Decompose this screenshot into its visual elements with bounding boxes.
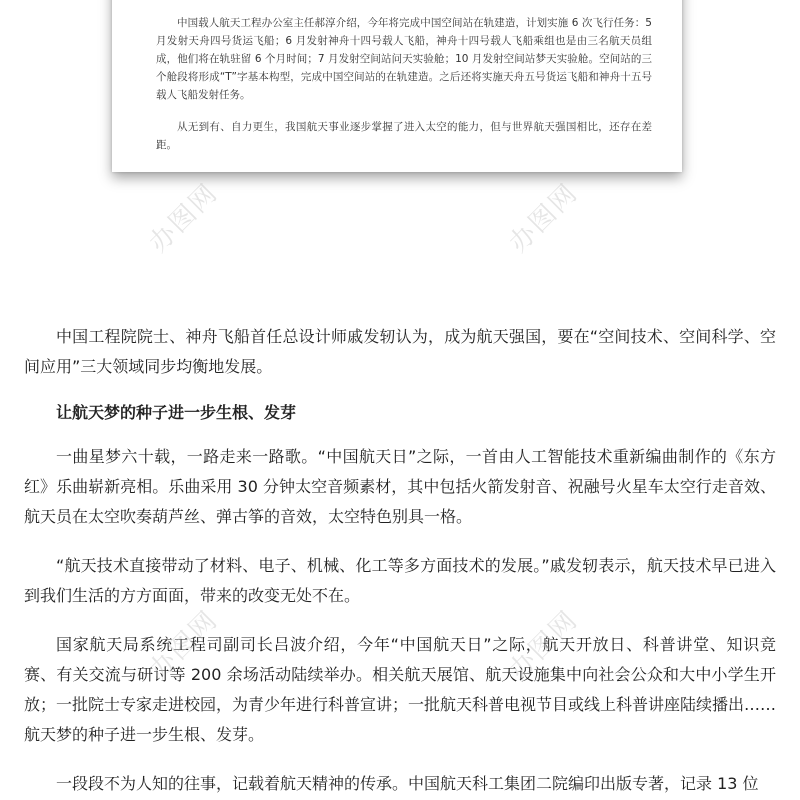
watermark: 办图网 — [143, 177, 225, 259]
article-paragraph: “航天技术直接带动了材料、电子、机械、化工等多方面技术的发展。”戚发轫表示，航天技术早已进入到我们生活的方方面面，带来的改变无处不在。 — [24, 556, 776, 605]
article-body — [24, 322, 776, 799]
article-paragraph: 一曲星梦六十载，一路走来一路歌。“中国航天日”之际，一首由人工智能技术重新编曲制作的《东方红》乐曲崭新亮相。乐曲采用 30 分钟太空音频素材，其中包括火箭发射音、祝融号火星车太空行走音效、航天员在太空吹奏葫芦丝、弹古筝的音效，太空特色别具一格。 — [24, 447, 776, 526]
embedded-document-image — [112, 0, 682, 172]
watermark: 办图网 — [503, 177, 585, 259]
watermark: 办图网 — [143, 604, 225, 686]
section-heading: 让航天梦的种子进一步生根、发芽 — [56, 403, 297, 422]
embedded-paragraph: 中国载人航天工程办公室主任郝淳介绍，今年将完成中国空间站在轨建造，计划实施 6 次飞行任务：5 月发射天舟四号货运飞船；6 月发射神舟十四号载人飞船，神舟十四号载人飞船乘组也是由三名航天员组成，他们将在轨驻留 6 个月时间；7 月发射空间站问天实验舱；10 月发射空间站梦天实验舱。空间站的三个舱段将形成“T”字基本构型，完成中国空间站的在轨建造。之后还将实施天舟五号货运飞船和神舟十五号载人飞船发射任务。 — [156, 17, 652, 101]
embedded-document-body — [156, 0, 652, 154]
article-paragraph: 国家航天局系统工程司副司长吕波介绍，今年“中国航天日”之际，航天开放日、科普讲堂、知识竞赛、有关交流与研讨等 200 余场活动陆续举办。相关航天展馆、航天设施集中向社会公众和大中小学生开放；一批院士专家走进校园，为青少年进行科普宣讲；一批航天科普电视节目或线上科普讲座陆续播出……航天梦的种子进一步生根、发芽。 — [24, 635, 777, 744]
embedded-paragraph: 从无到有、自力更生，我国航天事业逐步掌握了进入太空的能力，但与世界航天强国相比，还存在差距。 — [156, 121, 652, 151]
article-paragraph: 一段段不为人知的往事，记载着航天精神的传承。中国航天科工集团二院编印出版专著，记录 13 位 — [56, 774, 759, 793]
article-paragraph: 中国工程院院士、神舟飞船首任总设计师戚发轫认为，成为航天强国，要在“空间技术、空间科学、空间应用”三大领域同步均衡地发展。 — [24, 327, 776, 376]
watermark: 办图网 — [503, 604, 585, 686]
